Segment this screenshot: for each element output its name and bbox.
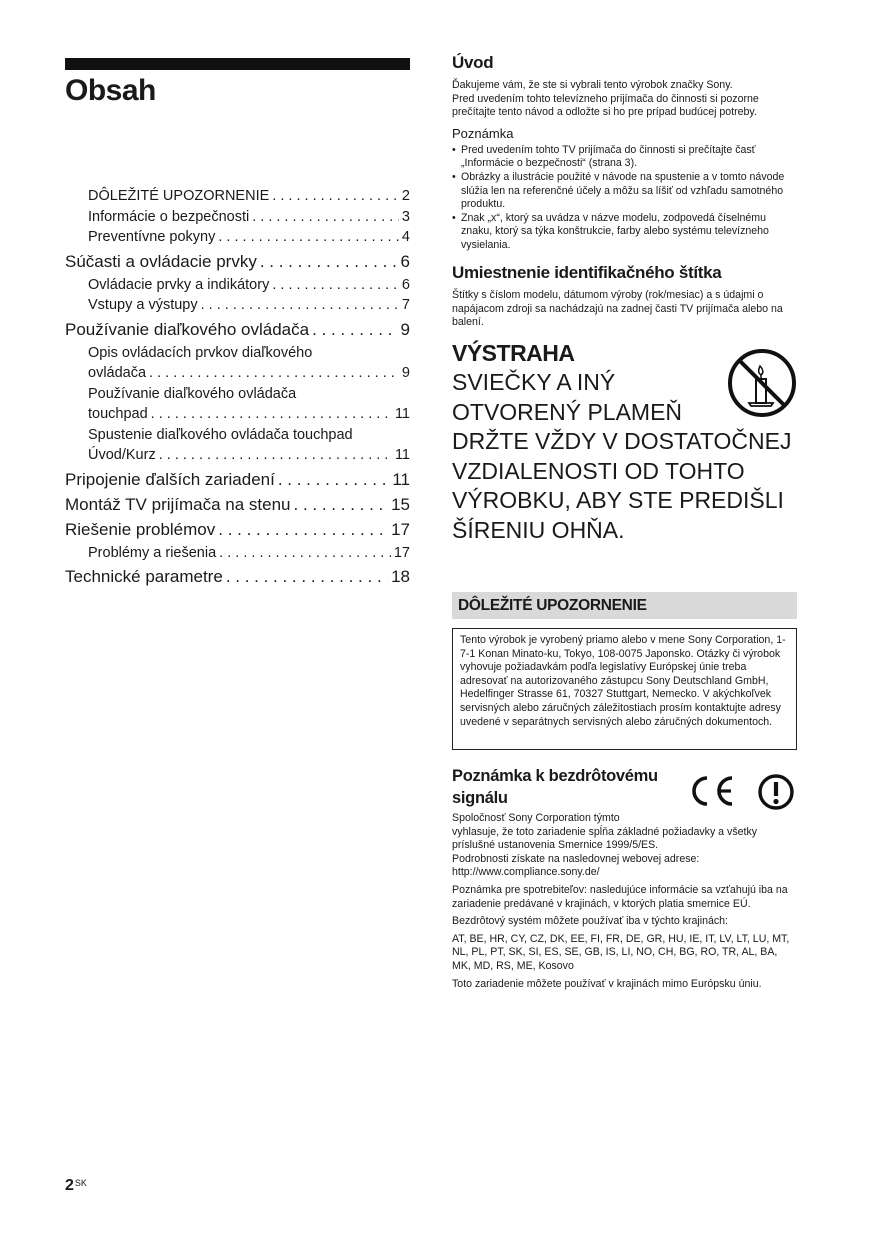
important-notice-heading: DÔLEŽITÉ UPOZORNENIE [458,597,647,614]
toc-entry-page: 11 [394,447,410,463]
wireless-countries-intro: Bezdrôtový systém môžete používať iba v týchto krajinách: [452,915,729,928]
intro-heading: Úvod [452,53,494,72]
toc-entry[interactable] [65,227,410,248]
toc-section-page: 11 [392,469,410,489]
toc-section[interactable] [65,251,410,273]
toc-section[interactable] [65,566,410,588]
toc-entry-label: Vstupy a výstupy [88,297,198,313]
toc-section[interactable] [65,519,410,541]
toc-entry-first-line[interactable]: Spustenie diaľkového ovládača touchpad [88,426,353,443]
toc-entry-page: 2 [401,188,410,204]
toc-entry[interactable] [65,445,410,466]
warning-heading: VÝSTRAHA [452,340,575,366]
label-location-heading: Umiestnenie identifikačného štítka [452,263,722,282]
toc-entry[interactable] [65,295,410,316]
wireless-outside-eu: Toto zariadenie môžete používať v krajinách mimo Európsku úniu. [452,977,762,990]
toc-entry-page: 4 [401,229,410,245]
important-notice-box [452,628,797,750]
toc-entry[interactable] [65,207,410,228]
important-notice-text: Tento výrobok je vyrobený priamo alebo v mene Sony Corporation, 1-7-1 Konan Minato-ku, Tokyo, 108-0075 Japonsko. Otázky či výrobok vyhovuje požiadavkám podľa legislatívy Európskej únie treba adresovať na autorizovaného zástupcu Sony Deutschland GmbH, Hedelfinger Strasse 61, 70327 Stuttgart, Nemecko. V akýchkoľvek servisných alebo záručných záležitostiach prosím kontaktujte adresy uvedené v separátnych servisných alebo záručných dokumentoch. [460,634,786,728]
toc-section-label: Súčasti a ovládacie prvky [65,251,257,271]
ce-mark-icon [686,773,736,809]
table-of-contents [65,186,410,590]
toc-entry-first-line[interactable]: Používanie diaľkového ovládača [88,385,297,402]
intro-text: Ďakujeme vám, že ste si vybrali tento výrobok značky Sony. Pred uvedením tohto televízneho prijímača do činnosti si pozorne prečítajte tento návod a odložte si ho pre prípad budúcej potreby. [452,79,759,119]
page-number: $2^{SK}$ [65,1177,87,1194]
wireless-heading: Poznámka k bezdrôtovému signálu [452,767,658,807]
toc-entry[interactable] [65,363,410,384]
list-item: • Obrázky a ilustrácie použité v návode na spustenie a v tomto návode slúžia len na referenčné účely a môžu sa líšiť od vzhľadu samotného produktu. [452,171,797,212]
label-location-text: Štítky s číslom modelu, dátumom výroby (rok/mesiac) a s údajmi o napájacom zdroji sa nachádzajú na zadnej časti TV prijímača alebo na balení. [452,289,783,329]
toc-entry-label: ovládača [88,365,147,381]
toc-section-page: 6 [400,251,410,271]
toc-section-label: Pripojenie ďalších zariadení [65,469,275,489]
no-open-flame-icon [727,348,797,418]
list-item: • Znak „x“, ktorý sa uvádza v názve modelu, zodpovedá číselnému znaku, ktorý sa týka konštrukcie, farby alebo systému televízneho vysielania. [452,212,797,253]
language-code: SK [74,1178,87,1188]
toc-section-page: 15 [391,494,410,514]
list-item: • Pred uvedením tohto TV prijímača do činnosti si prečítajte časť „Informácie o bezpečnosti“ (strana 3). [452,144,797,171]
wireless-declaration: Spoločnosť Sony Corporation týmto vyhlasuje, že toto zariadenie spĺňa základné požiadavky a všetky príslušné ustanovenia Smernice 1999/5/ES. Podrobnosti získate na nasledovnej webovej adrese: http://www.compliance.sony.de/ [452,812,758,879]
toc-section[interactable] [65,494,410,516]
wireless-country-list: AT, BE, HR, CY, CZ, DK, EE, FI, FR, DE, GR, HU, IE, IT, LV, LT, LU, MT, NL, PL, PT, SK, SI, ES, SE, GB, IS, LI, NO, CH, BG, RO, TR, AL, BA, MK, MD, RS, ME, Kosovo [452,932,790,972]
toc-section-label: Montáž TV prijímača na stenu [65,494,291,514]
alert-mark-icon [757,773,795,811]
toc-section-page: 17 [391,519,410,539]
toc-entry-page: 11 [394,406,410,422]
label-location-section [452,263,797,330]
toc-section-label: Riešenie problémov [65,519,216,539]
toc-entry-label: Úvod/Kurz [88,447,156,463]
toc-entry-page: 9 [401,365,410,381]
toc-entry[interactable] [65,275,410,296]
note-heading: Poznámka [452,125,514,141]
warning-text: SVIEČKY A INÝ OTVORENÝ PLAMEŇ DRŽTE VŽDY V DOSTATOČNEJ VZDIALENOSTI OD TOHTO VÝROBKU, ABY STE PREDIŠLI ŠÍRENIU OHŇA. [452,369,792,543]
toc-entry-label: Preventívne pokyny [88,229,216,245]
toc-entry[interactable] [65,186,410,207]
important-notice-heading-band [452,592,797,619]
toc-title-bar [65,58,410,70]
intro-section [452,53,797,253]
toc-entry[interactable] [65,543,410,564]
toc-entry-first-line[interactable]: Opis ovládacích prvkov diaľkového [88,344,313,361]
toc-entry-label: Informácie o bezpečnosti [88,208,250,225]
toc-entry-page: 7 [401,297,410,313]
toc-entry-page: 17 [393,544,410,561]
toc-section-label: Používanie diaľkového ovládača [65,319,310,339]
toc-entry-label: DÔLEŽITÉ UPOZORNENIE [88,188,270,204]
toc-section[interactable] [65,469,410,491]
toc-section-label: Technické parametre [65,567,223,586]
toc-entry[interactable] [65,404,410,425]
toc-entry-label: Problémy a riešenia [88,544,217,561]
wireless-consumer-note: Poznámka pre spotrebiteľov: nasledujúce informácie sa vzťahujú iba na zariadenie predávané v krajinách, v ktorých platia smernice EÚ. [452,883,788,910]
toc-title: Obsah [65,74,156,107]
wireless-section [452,765,797,991]
toc-section[interactable] [65,319,410,341]
toc-entry-label: Ovládacie prvky a indikátory [88,276,270,293]
toc-section-page: 9 [400,319,410,339]
toc-entry-label: touchpad [88,406,148,422]
toc-entry-page: 6 [401,276,410,293]
note-list [452,144,797,253]
toc-entry-page: 3 [401,208,410,225]
toc-section-page: 18 [391,567,410,586]
